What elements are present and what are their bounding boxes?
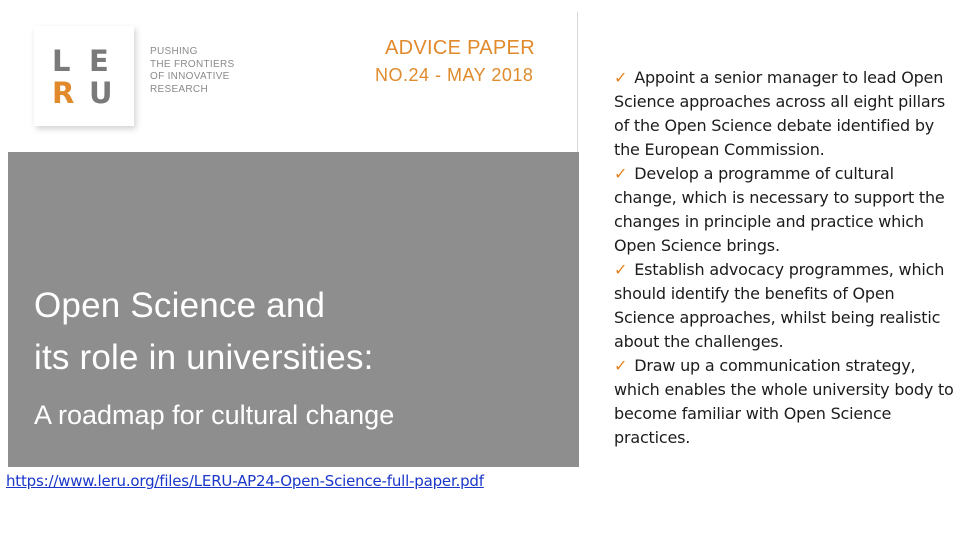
recommendation-text: Establish advocacy programmes, which should identify the benefits of Open Science approaches, whilst being realistic about the challenges.: [614, 260, 945, 351]
cover-title-line-1: Open Science and: [34, 286, 326, 325]
checkmark-icon: ✓: [614, 260, 628, 279]
leru-logo: [34, 26, 134, 126]
cover-edge-divider: [577, 12, 578, 152]
recommendation-text: Draw up a communication strategy, which enables the whole university body to become familiar with Open Science practices.: [614, 356, 954, 447]
recommendation-text: Appoint a senior manager to lead Open Science approaches across all eight pillars of the Open Science debate identified by the European Commission.: [614, 68, 945, 159]
recommendations-list: [614, 66, 954, 450]
recommendation-item: [614, 162, 954, 258]
recommendation-item: [614, 258, 954, 354]
logo-letter-r: R: [52, 76, 75, 110]
recommendation-item: [614, 354, 954, 450]
cover-subtitle: A roadmap for cultural change: [34, 400, 395, 430]
logo-letter-l: L: [52, 44, 71, 78]
cover-title-panel: [8, 152, 579, 467]
advice-paper-title: ADVICE PAPER: [385, 37, 535, 59]
logo-letter-u: U: [89, 76, 113, 110]
recommendation-text: Develop a programme of cultural change, which is necessary to support the changes in principle and practice which Open Science brings.: [614, 164, 945, 255]
logo-letter-e: E: [89, 44, 109, 78]
checkmark-icon: ✓: [614, 68, 628, 87]
advice-paper-number-date: NO.24 - MAY 2018: [375, 65, 534, 85]
cover-title-line-2: its role in universities:: [34, 338, 374, 377]
full-paper-link[interactable]: https://www.leru.org/files/LERU-AP24-Open-Science-full-paper.pdf: [6, 472, 484, 490]
leru-tagline: PUSHING THE FRONTIERS OF INNOVATIVE RESEARCH: [150, 46, 235, 95]
checkmark-icon: ✓: [614, 356, 628, 375]
checkmark-icon: ✓: [614, 164, 628, 183]
recommendation-item: [614, 66, 954, 162]
